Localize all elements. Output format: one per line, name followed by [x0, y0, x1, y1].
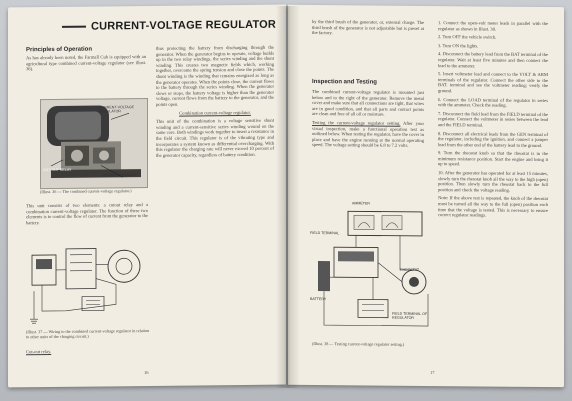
wiring-caption: (Illust. 37 — Wiring to the combined current-voltage regulator in relation to other units of the charging circuit.)	[26, 327, 150, 340]
regulator-photo	[40, 98, 148, 189]
label-rheostat: RHEOSTAT	[400, 267, 420, 272]
inspection-paragraph	[312, 89, 424, 152]
step-item: 5. Insert voltmeter lead and connect to the VOLT & ARM terminals of the regulator. Connect the other side to the BAT. terminal and see the voltmeter reading; verify the ground.	[438, 71, 548, 94]
left-column-two	[156, 45, 274, 162]
section-heading: Principles of Operation	[26, 46, 93, 54]
title-rule	[62, 26, 86, 28]
label-field-regulator: FIELD TERMINAL OF REGULATOR	[392, 311, 428, 320]
right-column-one	[312, 19, 424, 40]
left-page	[8, 5, 286, 388]
label-regulator: CURRENT-VOLTAGE REGULATOR	[99, 105, 135, 114]
body-text: This unit consists of two elements: a cutout relay and a combination current-voltage regulator. The function of these two elements is to control the flow of current from the generator to the battery.	[26, 201, 148, 226]
label-battery: BATTERY	[310, 296, 327, 302]
step-item: 7. Disconnect the field lead from the FIELD terminal of the regulator. Connect the voltmeter in series between the lead and the FIELD terminal.	[438, 110, 548, 128]
booklet-spread	[8, 6, 564, 392]
step-item: 9. Turn the rheostat knob so that the rheostat is in the minimum resistance position. Start the engine and bring it up to speed.	[438, 150, 548, 167]
label-cut-out: CUT OUT RELAY	[43, 167, 72, 173]
testing-heading: Testing the current-voltage regulator setting.	[312, 119, 401, 126]
right-page-number: 17	[430, 370, 435, 376]
photo-caption: (Illust. 36 — The combined current-voltage regulator.)	[40, 188, 132, 195]
col2-text: thus protecting the battery from discharging through the generator. When the generator begins to operate, voltage builds up in the two relay windings, the series winding and the shunt winding. This creates two magnetic fields which, working together, overcome the spring tension and close the points. The shunt winding is the winding that remains energized as long as the generator operates. When the points close, the current flows to the battery through the series winding. When the generator slows or stops, the battery voltage is higher than the generator voltage, current flows from the battery to the generator, and the points open.	[156, 44, 274, 107]
page-title	[62, 19, 276, 33]
intro-paragraph	[26, 54, 146, 75]
test-caption: (Illust. 38 — Testing current-voltage regulator setting.)	[312, 341, 405, 347]
step-item: 10. After the generator has operated for at least 15 minutes, slowly turn the rheostat knob all the way to the high (open) position. Then slowly turn the rheostat back to the full position and check the voltage reading.	[438, 170, 548, 193]
steps-list	[438, 20, 548, 222]
inspection-heading: Inspection and Testing	[312, 79, 377, 86]
right-page	[288, 5, 564, 387]
step-item: 6. Connect the LOAD terminal of the regulator in series with the ammeter. Check the reading.	[438, 96, 548, 108]
page-title-text: CURRENT-VOLTAGE REGULATOR	[91, 18, 277, 33]
step-item: 3. Turn ON the lights.	[438, 42, 479, 49]
wiring-diagram	[26, 244, 150, 327]
intro-text: As has already been noted, the Farmall Cub is equipped with an agricultural type combined current-voltage regulator (see illust. 36).	[26, 54, 146, 72]
step-item: 4. Disconnect the battery lead from the BAT terminal of the regulator. Wait at least five minutes and then connect the lead to the ammeter.	[438, 51, 548, 68]
step-note: Note: If the above test is repeated, the knob of the rheostat must be turned all the way to the full (open) position each time that the voltage is tested. This is necessary to ensure correct regulator readings.	[438, 195, 548, 218]
combination-heading: Combination current-voltage regulator.	[179, 109, 251, 116]
col2-text-b: This unit of the combination is a voltage sensitive shunt winding and a current-sensitive series winding wound on the same core. Both windings work together to insert a resistance in the field circuit. This regulator is of the vibrating type and incorporates a system known as differential overcharging. With this regulator the charging rate will never exceed 10 percent of the generator capacity, regardless of battery condition.	[156, 117, 274, 158]
body-paragraph	[26, 202, 148, 229]
label-bobbin: BOBBIN WINDINGS	[103, 173, 136, 178]
label-ammeter: AMMETER	[352, 201, 370, 206]
left-page-number: 16	[144, 369, 149, 376]
step-item: 2. Turn OFF the vehicle switch.	[438, 34, 497, 40]
cut-out-paragraph	[26, 348, 148, 358]
label-field-terminal: FIELD TERMINAL	[310, 230, 340, 236]
cut-out-heading: Cut-out relay.	[26, 349, 52, 355]
step-item: 8. Disconnect all electrical leads from the GEN terminal of the regulator, including the ignition, and connect a jumper lead from the other end of the battery lead to the ground.	[438, 130, 548, 148]
inspection-text: The combined current-voltage regulator is mounted just below and to the right of the generator. Remove the metal cover and make sure that all connections are tight, that wires are in good condition, and that all parts and contact points are clean and free of all oil or moisture.	[312, 89, 424, 118]
step-item: 1. Connect the open-volt meter leads in parallel with the regulator as shown in Illust. 38.	[438, 20, 548, 32]
right-col1-text: by the third brush of the generator, or, external charge. The third brush of the generator is not adjustable but is preset at the factory.	[312, 19, 424, 36]
testing-text: After your visual inspection, make a functional operation test as outlined below. When testing the regulator, have the cover in place and have the engine running at the normal operating speed. The voltage setting should be 6.8 to 7.2 volts.	[312, 120, 424, 149]
